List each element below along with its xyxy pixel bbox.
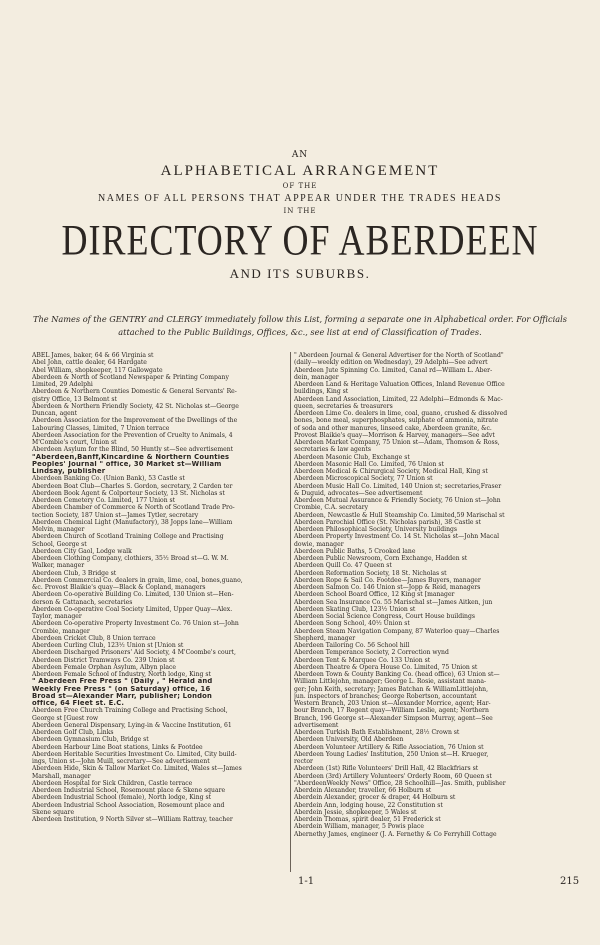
- directory-entry: ings, Union st—John Muill, secretary—See advertisement: [32, 758, 210, 765]
- directory-entry: Aberdeen Reformation Society, 18 St. Nicholas st: [294, 569, 447, 577]
- directory-entry: Aberdeen Parochial Office (St. Nicholas parish), 38 Castle st: [294, 518, 482, 526]
- directory-entry: Aberdeen Cemetery Co. Limited, 177 Union st: [32, 497, 176, 504]
- directory-entry: Aberdein Thomas, spirit dealer, 51 Frederick st: [294, 816, 441, 823]
- directory-entry: School, George st: [32, 540, 87, 548]
- directory-entry: Aberdeen Song School, 40½ Union st: [294, 620, 410, 628]
- directory-entry: Aberdeen Masonic Hall Co. Limited, 76 Union st: [294, 460, 444, 468]
- directory-entry: Aberdeen Market Company, 75 Union st—Adam, Thomson & Ross,: [294, 439, 500, 446]
- directory-entry: ABEL James, baker, 64 & 66 Virginia st: [32, 352, 154, 359]
- directory-entry: dein, manager: [294, 373, 339, 381]
- directory-entry: Aberdeen Asylum for the Blind, 50 Huntly st—See advertisement: [32, 446, 234, 454]
- directory-entry: Aberdeen Quill Co. 47 Queen st: [294, 562, 392, 570]
- directory-entry: jun. inspectors of branches; George Robertson, accountant: [294, 692, 477, 700]
- directory-entry: gistry Office, 13 Belmont st: [32, 395, 117, 403]
- directory-entry: Aberdeen Female School of Industry, North lodge, King st: [32, 671, 211, 678]
- directory-entry: Aberdeen Public Baths, 5 Crooked lane: [294, 547, 416, 555]
- directory-entry: (daily—weekly edition on Wednesday), 29 Adelphi—See advert: [294, 359, 488, 367]
- directory-entry: office, 64 Fleet st. E.C.: [32, 700, 125, 707]
- directory-entry: Provost Blaikie's quay—Morrison & Harvey, managers—See advt: [294, 431, 495, 439]
- directory-entry: Aberdeen Co-operative Coal Society Limited, Upper Quay—Alex.: [32, 605, 233, 613]
- introductory-note: The Names of the GENTRY and CLERGY immediately follow this List, forming a separate one in Alphabetical order. For Officials attached to the Public Buildings, Offices, &c., see list at end of Classification of Trades.: [33, 314, 567, 337]
- directory-entry: Taylor, manager: [32, 613, 82, 620]
- directory-entry: Aberdeen Hide, Skin & Tallow Market Co. Limited, Wales st—James: [32, 765, 242, 773]
- directory-entry: queen, secretaries & treasurers: [294, 402, 393, 410]
- directory-entry: Aberdeen Public Newsroom, Corn Exchange, Hadden st: [294, 555, 468, 562]
- directory-entry: Aberdeen Town & County Banking Co. (head office), 63 Union st—: [294, 671, 500, 678]
- directory-entry: Abel William, shopkeeper, 117 Gallowgate: [32, 366, 163, 374]
- directory-entry: Shepherd, manager: [294, 634, 356, 642]
- entries-columns: [32, 352, 578, 872]
- directory-entry: Aberdeen Salmon Co. 146 Union st—Jopp & Reid, managers: [294, 584, 481, 591]
- directory-entry: Aberdeen Temperance Society, 2 Correction wynd: [294, 649, 449, 657]
- directory-entry: Western Branch, 203 Union st—Alexander Morrice, agent; Har-: [294, 700, 491, 707]
- directory-entry: Aberdeen Industrial School Association, Rosemount place and: [32, 801, 225, 809]
- directory-entry: Aberdein Jessie, shopkeeper, 5 Wales st: [294, 808, 417, 816]
- page-number: 215: [560, 876, 580, 887]
- directory-entry: & Duguid, advocates—See advertisement: [294, 489, 423, 497]
- title-directory: DIRECTORY OF ABERDEEN: [61, 216, 539, 264]
- directory-entry: Crombie, manager: [32, 627, 90, 635]
- directory-entry: Aberdeen Discharged Prisoners' Aid Society, 4 M'Coombe's court,: [32, 649, 236, 657]
- directory-entry: Aberdeen Institution, 9 North Silver st—William Rattray, teacher: [32, 816, 233, 823]
- title-of-the: OF THE: [282, 182, 318, 190]
- directory-entry: Marshall, manager: [32, 772, 91, 780]
- title-names: NAMES OF ALL PERSONS THAT APPEAR UNDER THE TRADES HEADS: [98, 193, 502, 204]
- directory-entry: Aberdeen Turkish Bath Establishment, 28½ Crown st: [294, 729, 460, 736]
- right-column: [294, 352, 578, 838]
- directory-entry: Aberdeen City Gaol, Lodge walk: [32, 547, 132, 555]
- directory-entry: "AberdeenWeekly News" Office, 28 Schoolhill—Jas. Smith, publisher: [294, 779, 506, 787]
- directory-entry: Aberdein Alexander, grocer & draper, 44 Holburn st: [294, 794, 456, 802]
- directory-entry: Aberdeen Golf Club, Links: [32, 729, 114, 736]
- directory-entry: M'Combie's court, Union st: [32, 439, 117, 446]
- directory-entry: Aberdeen Industrial School (female), North lodge, King st: [32, 794, 212, 802]
- left-column: [32, 352, 288, 823]
- directory-entry: Aberdeen Steam Navigation Company, 87 Waterloo quay—Charles: [294, 627, 500, 635]
- directory-entry: " Aberdeen Journal & General Advertiser for the North of Scotland": [294, 352, 504, 359]
- column-divider: [290, 352, 291, 872]
- directory-entry: Aberdeen Harbour Line Boat stations, Links & Footdee: [32, 743, 203, 751]
- directory-entry: Aberdein Alexander, traveller, 66 Holburn st: [294, 787, 432, 794]
- directory-entry: buildings, King st: [294, 388, 349, 396]
- directory-entry: &c. Provost Blaikie's quay—Black & Copland, managers: [32, 584, 206, 591]
- directory-entry: Aberdein William, manager, 5 Powis place: [294, 823, 425, 831]
- directory-entry: Aberdeen Church of Scotland Training College and Practising: [32, 533, 224, 541]
- directory-entry: Walker, manager: [32, 562, 85, 570]
- directory-entry: Aberdeen Tent & Marquee Co. 133 Union st: [294, 656, 431, 664]
- directory-entry: bones, bone meal, superphosphates, sulphate of ammonia, nitrate: [294, 417, 499, 425]
- directory-entry: Limited, 29 Adelphi: [32, 381, 93, 388]
- directory-entry: derson & Cattanach, secretaries: [32, 598, 133, 606]
- directory-entry: Aberdeen & North of Scotland Newspaper & Printing Company: [32, 373, 229, 381]
- directory-entry: Aberdeen Association for the Improvement of the Dwellings of the: [32, 417, 238, 425]
- directory-entry: Aberdeen Chemical Light (Manufactory), 38 Jopps lane—William: [32, 518, 233, 526]
- directory-entry: Aberdeen Co-operative Property Investment Co. 76 Union st—John: [32, 620, 239, 628]
- directory-entry: Labouring Classes, Limited, 7 Union terrace: [32, 424, 170, 432]
- directory-entry: Aberdeen Social Science Congress, Court House buildings: [294, 613, 476, 620]
- directory-entry: Abernethy James, engineer (J. A. Fernethy & Co Ferryhill Cottage: [294, 830, 497, 838]
- directory-entry: Duncan, agent: [32, 410, 78, 417]
- directory-entry: Aberdeen Tailoring Co. 56 School hill: [294, 642, 410, 649]
- directory-entry: Aberdeen Philosophical Society, University buildings: [294, 526, 458, 533]
- directory-entry: advertisement: [294, 721, 339, 729]
- directory-entry: Aberdeen Property Investment Co. 14 St. Nicholas st—John Macal: [294, 533, 500, 541]
- directory-entry: George st [Guest row: [32, 714, 99, 722]
- directory-entry: Crombie, C.A. secretary: [294, 504, 369, 512]
- directory-entry: Aberdeen Banking Co. (Union Bank), 53 Castle st: [32, 475, 185, 483]
- directory-entry: Aberdeen Land Association, Limited, 22 Adelphi—Edmonds & Mac-: [294, 395, 503, 403]
- directory-entry: Aberdeen Free Church Training College and Practising School,: [32, 707, 228, 715]
- directory-entry: Aberdeen Mutual Assurance & Friendly Society, 76 Union st—John: [294, 497, 501, 504]
- title-block: [0, 150, 600, 282]
- directory-entry: Aberdeen University, Old Aberdeen: [294, 736, 404, 744]
- title-suburbs: AND ITS SUBURBS.: [229, 266, 371, 281]
- directory-entry: Broad st—Alexander Marr, publisher; London: [32, 692, 213, 700]
- directory-entry: Aberdeen Young Ladies' Institution, 250 Union st—H. Krueger,: [294, 750, 489, 758]
- directory-entry: of soda and other manures, linseed cake, Aberdeen granite, &c.: [294, 424, 492, 432]
- directory-entry: Aberdeen Chamber of Commerce & North of Scotland Trade Pro-: [32, 504, 235, 512]
- directory-entry: Peoples' Journal " office, 30 Market st—William: [32, 460, 222, 468]
- directory-entry: Aberdeen Hospital for Sick Children, Castle terrace: [32, 779, 193, 787]
- directory-entry: Aberdeen Female Orphan Asylum, Albyn place: [32, 663, 176, 671]
- directory-entry: Aberdeen Commercial Co. dealers in grain, lime, coal, bones,guano,: [32, 576, 243, 584]
- directory-entry: Aberdeen (1st) Rifle Volunteers' Drill Hall, 42 Blackfriars st: [294, 765, 479, 773]
- directory-entry: Lindsay, publisher: [32, 468, 106, 475]
- directory-entry: Aberdeen, Newcastle & Hull Steamship Co. Limited,59 Marischal st: [294, 511, 505, 519]
- directory-entry: Aberdeen Heritable Securities Investment Co. Limited, City build-: [32, 750, 237, 758]
- directory-entry: "Aberdeen,Banff,Kincardine & Northern Counties: [32, 453, 230, 461]
- directory-entry: Aberdeen Microscopical Society, 77 Union st: [294, 475, 433, 483]
- directory-entry: Aberdeen Book Agent & Colporteur Society, 13 St. Nicholas st: [32, 489, 225, 497]
- directory-entry: Aberdeen Medical & Chirurgical Society, Medical Hall, King st: [294, 468, 488, 475]
- directory-entry: Aberdeen (3rd) Artillery Volunteers' Orderly Room, 60 Queen st: [294, 772, 492, 780]
- directory-entry: Branch, 196 George st—Alexander Simpson Murray, agent—See: [294, 714, 493, 722]
- directory-entry: dowie, manager: [294, 540, 344, 548]
- directory-entry: Aberdeen Cricket Club, 8 Union terrace: [32, 634, 156, 642]
- directory-entry: Aberdeen Skating Club, 123½ Union st: [294, 605, 416, 613]
- directory-entry: Aberdeen Lime Co. dealers in lime, coal, guano, crushed & dissolved: [294, 410, 508, 417]
- directory-entry: William Littlejohn, manager; George L. Rosie, assistant mana-: [294, 678, 487, 686]
- title-alphabetical: ALPHABETICAL ARRANGEMENT: [160, 163, 440, 179]
- directory-entry: Abel John, cattle dealer, 64 Hardgate: [32, 359, 147, 367]
- directory-entry: Aberdeen Music Hall Co. Limited, 140 Union st; secretaries,Fraser: [294, 482, 502, 490]
- directory-entry: Aberdeen Sea Insurance Co. 55 Marischal st—James Aitken, jun: [294, 598, 493, 606]
- directory-entry: " Aberdeen Free Press " (Daily , " Herald and: [32, 678, 213, 686]
- title-in-the: IN THE: [283, 207, 317, 215]
- directory-entry: Aberdein Ann, lodging house, 22 Constitution st: [294, 801, 443, 809]
- directory-entry: Aberdeen Co-operative Building Co. Limited, 130 Union st—Hen-: [32, 591, 234, 599]
- directory-entry: Aberdeen District Tramways Co. 239 Union st: [32, 656, 175, 664]
- directory-entry: secretaries & law agents: [294, 446, 372, 454]
- directory-entry: Aberdeen Industrial School, Rosemount place & Skene square: [32, 787, 226, 794]
- directory-entry: tection Society, 187 Union st—James Tytler, secretary: [32, 511, 199, 519]
- directory-entry: Aberdeen Clothing Company, clothiers, 35½ Broad st—G. W. M.: [32, 555, 229, 562]
- footer-mark: 1-1: [298, 876, 315, 887]
- directory-entry: Aberdeen Club, 3 Bridge st: [32, 569, 117, 577]
- directory-entry: Melvin, manager: [32, 526, 85, 533]
- directory-entry: ger; John Keith, secretary; James Batchan & WilliamLittlejohn,: [294, 685, 489, 693]
- directory-entry: Aberdeen Masonic Club, Exchange st: [294, 453, 410, 461]
- directory-entry: Skene square: [32, 808, 75, 816]
- directory-entry: Aberdeen Land & Heritage Valuation Offices, Inland Revenue Office: [294, 381, 505, 388]
- directory-entry: Aberdeen Curling Club, 123½ Union st [Union st: [32, 642, 184, 649]
- directory-entry: Aberdeen Association for the Prevention of Cruelty to Animals, 4: [32, 431, 233, 439]
- directory-entry: Aberdeen Gymnasium Club, Bridge st: [32, 736, 149, 744]
- directory-entry: Aberdeen Volunteer Artillery & Rifle Association, 76 Union st: [294, 743, 484, 751]
- title-an: AN: [291, 150, 309, 160]
- directory-entry: Aberdeen Boat Club—Charles S. Gordon, secretary, 2 Carden ter: [32, 482, 233, 490]
- directory-entry: Aberdeen Theatre & Opera House Co. Limited, 75 Union st: [294, 663, 478, 671]
- directory-entry: Aberdeen & Northern Counties Domestic & General Servants' Re-: [32, 388, 237, 396]
- directory-entry: Aberdeen Rope & Sail Co. Footdee—James Buyers, manager: [294, 576, 481, 584]
- directory-entry: Aberdeen Jute Spinning Co. Limited, Canal rd—William L. Aber-: [294, 366, 493, 374]
- directory-entry: Weekly Free Press " (on Saturday) office, 16: [32, 685, 211, 693]
- directory-entry: Aberdeen General Dispensary, Lying-in & Vaccine Institution, 61: [32, 721, 232, 729]
- directory-entry: rector: [294, 758, 313, 765]
- directory-entry: Aberdeen School Board Office, 12 King st [manager: [294, 591, 455, 599]
- directory-entry: bour Branch, 17 Regent quay—William Leslie, agent; Northern: [294, 707, 489, 715]
- directory-entry: Aberdeen & Northern Friendly Society, 42 St. Nicholas st—George: [32, 402, 239, 410]
